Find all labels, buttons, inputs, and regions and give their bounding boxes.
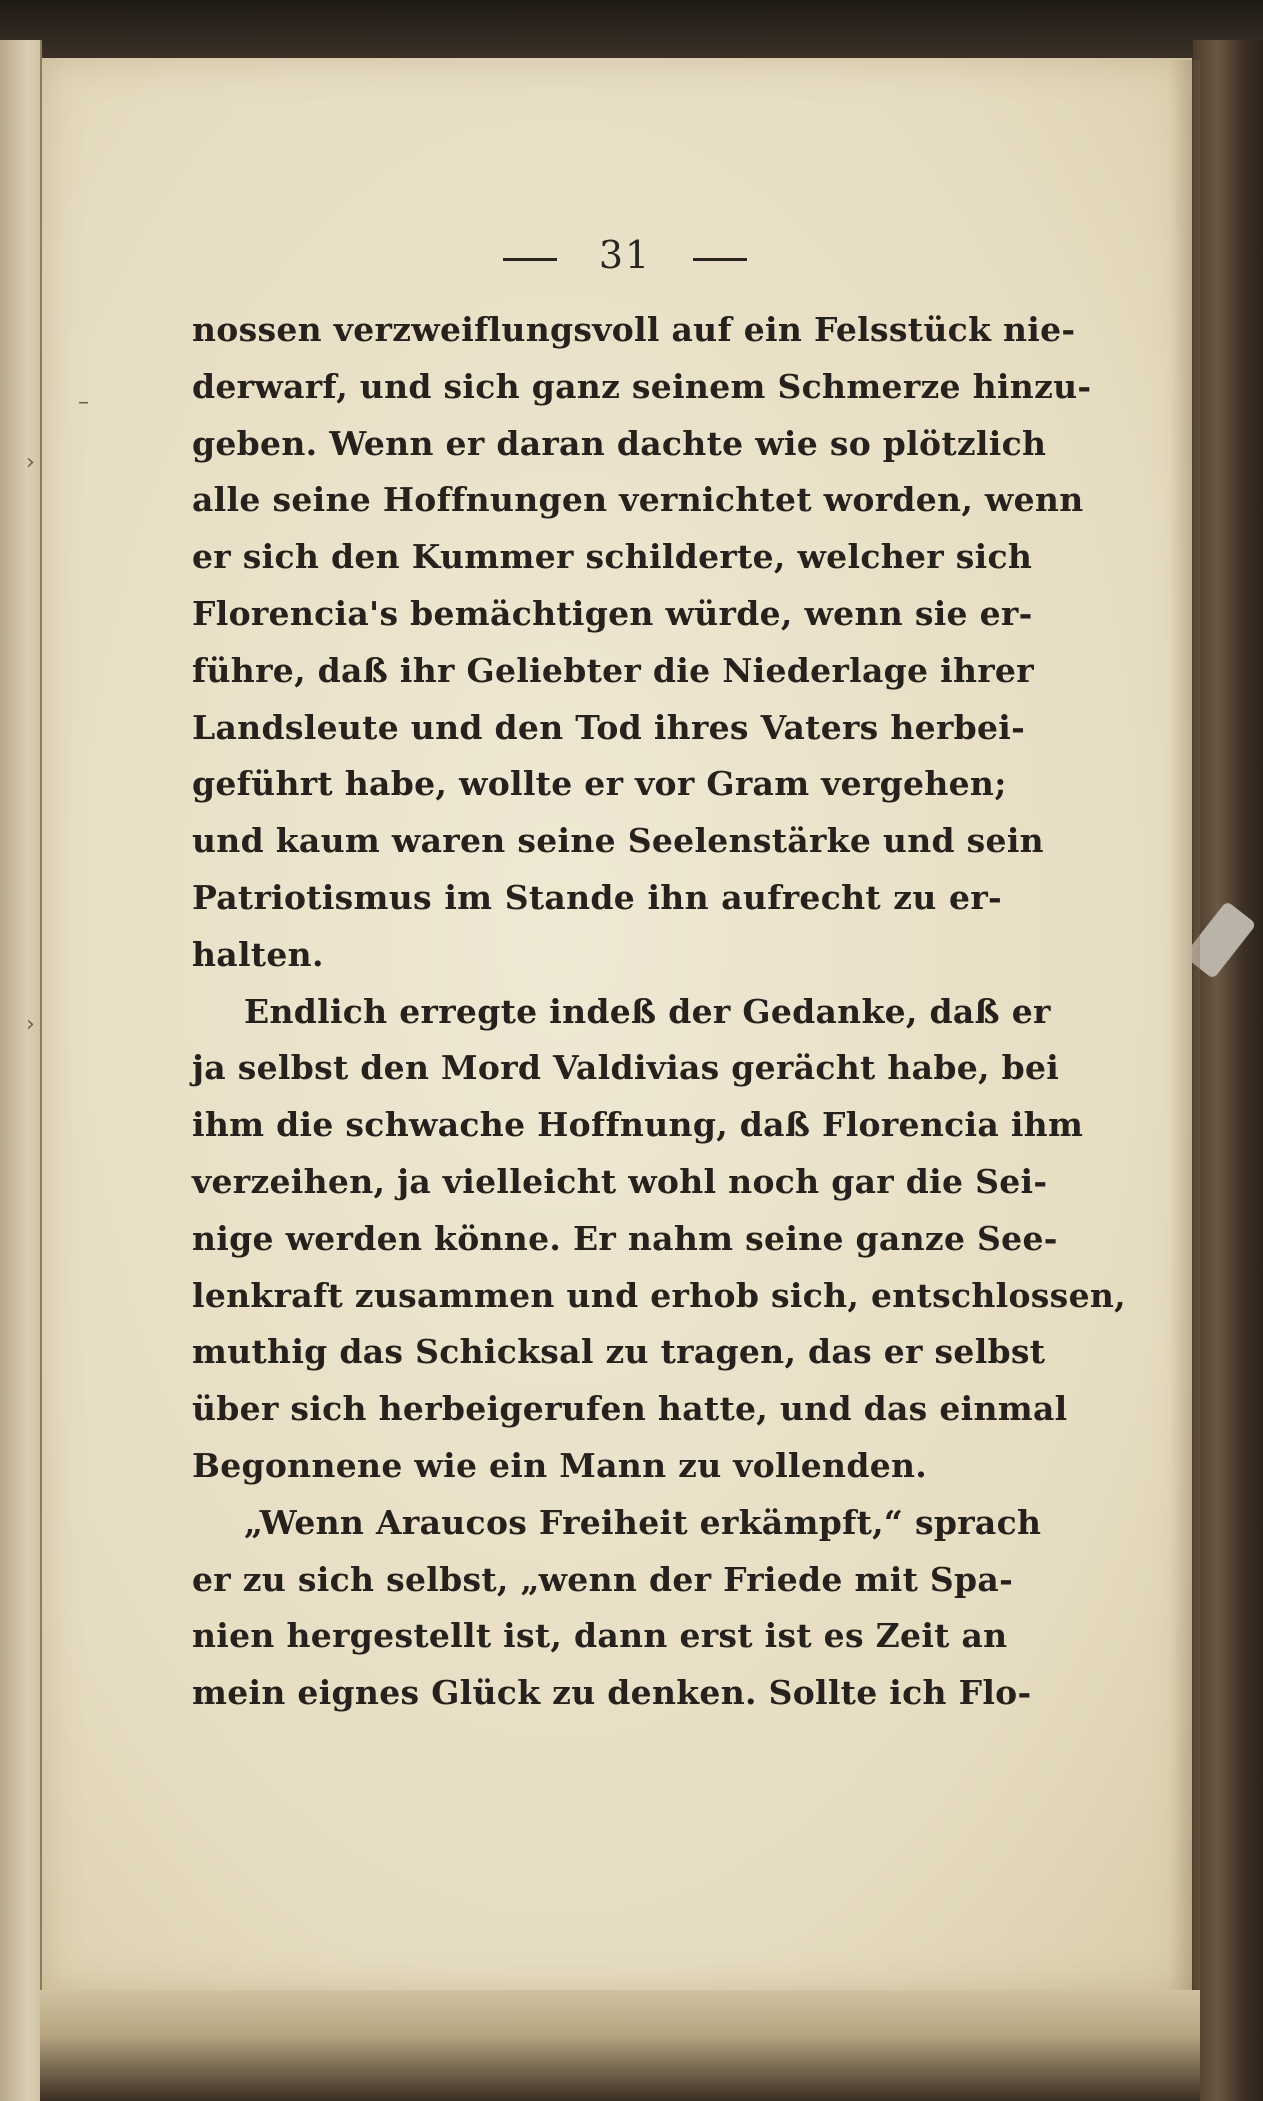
- text-line: Begonnene wie ein Mann zu vollenden.: [192, 1445, 928, 1485]
- text-line: nige werden könne. Er nahm seine ganze See-: [192, 1218, 1058, 1258]
- text-line: geben. Wenn er daran dachte wie so plötzlich: [192, 423, 1047, 463]
- text-line: alle seine Hoffnungen vernichtet worden, wenn: [192, 480, 1084, 520]
- text-line: Endlich erregte indeß der Gedanke, daß er: [244, 991, 1051, 1031]
- text-line: mein eignes Glück zu denken. Sollte ich Flo-: [192, 1673, 1032, 1713]
- facing-page-edge: [0, 40, 42, 2101]
- text-line: er zu sich selbst, „wenn der Friede mit Spa-: [192, 1559, 1014, 1599]
- page-number: 31: [598, 233, 652, 277]
- text-line: geführt habe, wollte er vor Gram vergehen;: [192, 764, 1007, 804]
- scan-background-top: [0, 0, 1263, 60]
- text-line: verzeihen, ja vielleicht wohl noch gar die Sei-: [192, 1161, 1048, 1201]
- text-line: nien hergestellt ist, dann erst ist es Zeit an: [192, 1616, 1008, 1656]
- text-line: Landsleute und den Tod ihres Vaters herbei-: [192, 707, 1026, 747]
- text-line: und kaum waren seine Seelenstärke und sein: [192, 821, 1044, 861]
- margin-mark: ›: [26, 450, 35, 475]
- text-line: derwarf, und sich ganz seinem Schmerze hinzu-: [192, 366, 1092, 406]
- text-line: Florencia's bemächtigen würde, wenn sie er-: [192, 593, 1033, 633]
- text-line: ja selbst den Mord Valdivias gerächt habe, bei: [192, 1048, 1060, 1088]
- text-line: führe, daß ihr Geliebter die Niederlage ihrer: [192, 650, 1034, 690]
- text-line: über sich herbeigerufen hatte, und das einmal: [192, 1389, 1068, 1429]
- book-cover-edge: [1193, 40, 1263, 2101]
- text-line: halten.: [192, 934, 324, 974]
- body-text: [192, 302, 1126, 1722]
- margin-mark: –: [78, 390, 89, 415]
- running-header: [470, 225, 780, 285]
- header-dash-left: [503, 258, 557, 261]
- text-line: muthig das Schicksal zu tragen, das er selbst: [192, 1332, 1046, 1372]
- text-line: „Wenn Araucos Freiheit erkämpft,“ sprach: [244, 1502, 1042, 1542]
- text-line: lenkraft zusammen und erhob sich, entschlossen,: [192, 1275, 1126, 1315]
- page-bottom-edge: [40, 1990, 1200, 2101]
- text-line: nossen verzweiflungsvoll auf ein Felsstück nie-: [192, 310, 1076, 349]
- page-edge-shadow: [1170, 60, 1200, 1990]
- margin-mark: ›: [26, 1012, 35, 1037]
- text-line: er sich den Kummer schilderte, welcher sich: [192, 537, 1033, 577]
- text-line: Patriotismus im Stande ihn aufrecht zu er-: [192, 877, 1002, 917]
- header-dash-right: [693, 258, 747, 261]
- text-line: ihm die schwache Hoffnung, daß Florencia ihm: [192, 1105, 1084, 1145]
